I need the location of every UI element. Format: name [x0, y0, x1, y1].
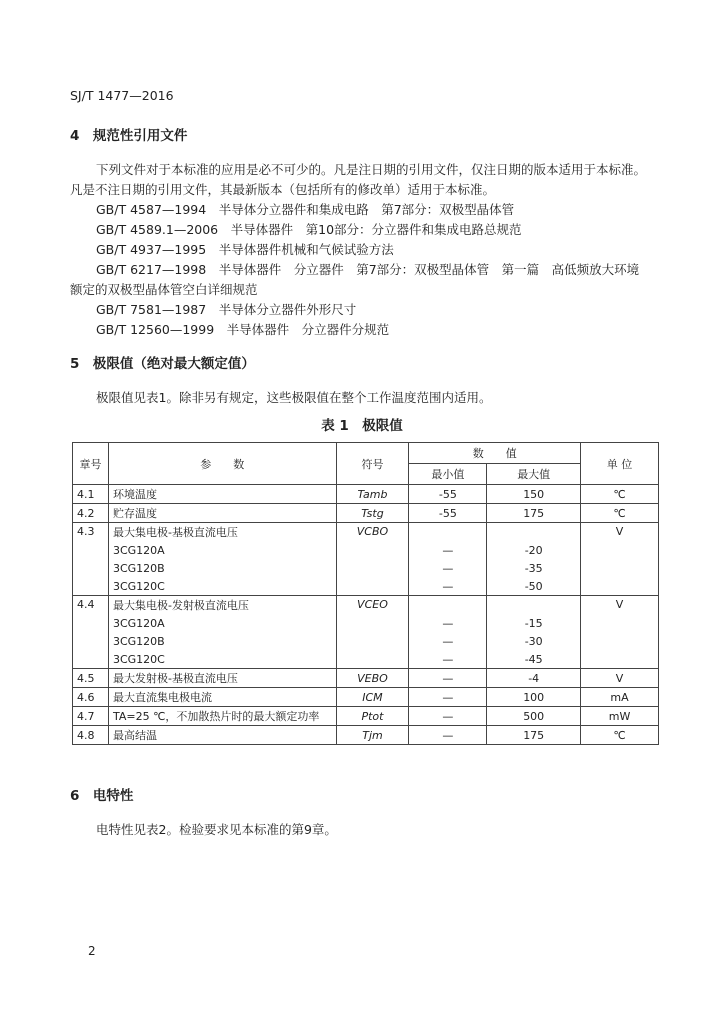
subrow-min: — [409, 559, 487, 577]
page-number: 2 [88, 944, 96, 958]
subrow-model: 3CG120C [108, 577, 336, 596]
section-5-heading: 5 极限值（绝对最大额定值） [70, 356, 255, 372]
row-number: 4.3 [73, 523, 109, 596]
reference-item: GB/T 4937—1995 半导体器件机械和气候试验方法 [96, 242, 394, 257]
header-max: 最大值 [487, 464, 581, 485]
subrow-max: -45 [487, 650, 581, 669]
row-symbol: VCBO [336, 523, 409, 596]
row-symbol: Ptot [336, 707, 409, 726]
row-unit: ℃ [581, 726, 659, 745]
subrow-model: 3CG120B [108, 632, 336, 650]
row-number: 4.2 [73, 504, 109, 523]
row-max: 175 [487, 726, 581, 745]
header-unit: 单 位 [581, 443, 659, 485]
row-min: — [409, 726, 487, 745]
row-unit: mW [581, 707, 659, 726]
table-row [73, 485, 659, 504]
row-symbol: Tamb [336, 485, 409, 504]
reference-item: GB/T 4587—1994 半导体分立器件和集成电路 第7部分：双极型晶体管 [96, 202, 515, 217]
row-symbol: VEBO [336, 669, 409, 688]
subrow-model: 3CG120A [108, 541, 336, 559]
header-chapter: 章号 [73, 443, 109, 485]
row-number: 4.6 [73, 688, 109, 707]
subrow-min: — [409, 541, 487, 559]
row-unit: ℃ [581, 485, 659, 504]
section-4-intro-line-2: 凡是不注日期的引用文件，其最新版本（包括所有的修改单）适用于本标准。 [70, 182, 496, 197]
row-number: 4.7 [73, 707, 109, 726]
subrow-min: — [409, 650, 487, 669]
header-parameter: 参 数 [108, 443, 336, 485]
limits-table [72, 442, 659, 745]
row-symbol: Tstg [336, 504, 409, 523]
document-code: SJ/T 1477—2016 [70, 88, 174, 103]
row-parameter: TA=25 ℃，不加散热片时的最大额定功率 [108, 707, 336, 726]
table-row [73, 707, 659, 726]
row-unit: V [581, 669, 659, 688]
subrow-max: -35 [487, 559, 581, 577]
row-max: 150 [487, 485, 581, 504]
row-number: 4.8 [73, 726, 109, 745]
table-row [73, 726, 659, 745]
subrow-max: -50 [487, 577, 581, 596]
subrow-model: 3CG120C [108, 650, 336, 669]
row-max: 100 [487, 688, 581, 707]
section-5-text: 极限值见表1。除非另有规定，这些极限值在整个工作温度范围内适用。 [96, 390, 492, 405]
row-min: — [409, 707, 487, 726]
subrow-max: -15 [487, 614, 581, 632]
row-unit: mA [581, 688, 659, 707]
row-min: -55 [409, 485, 487, 504]
row-max: 175 [487, 504, 581, 523]
section-6-text: 电特性见表2。检验要求见本标准的第9章。 [96, 822, 337, 837]
row-number: 4.4 [73, 596, 109, 669]
subrow-min: — [409, 632, 487, 650]
subrow-model: 3CG120B [108, 559, 336, 577]
table-row [73, 504, 659, 523]
header-min: 最小值 [409, 464, 487, 485]
table-row [73, 596, 659, 615]
row-min: — [409, 688, 487, 707]
reference-item: GB/T 4589.1—2006 半导体器件 第10部分：分立器件和集成电路总规范 [96, 222, 522, 237]
subrow-min: — [409, 614, 487, 632]
row-min: — [409, 669, 487, 688]
row-unit: ℃ [581, 504, 659, 523]
reference-item: GB/T 7581—1987 半导体分立器件外形尺寸 [96, 302, 357, 317]
section-4-intro-line-1: 下列文件对于本标准的应用是必不可少的。凡是注日期的引用文件，仅注日期的版本适用于本标准。 [96, 162, 647, 177]
row-symbol: VCEO [336, 596, 409, 669]
row-parameter: 最大发射极-基极直流电压 [108, 669, 336, 688]
reference-item: GB/T 6217—1998 半导体器件 分立器件 第7部分：双极型晶体管 第一篇 高低频放大环境 [96, 262, 640, 277]
row-parameter: 最大直流集电极电流 [108, 688, 336, 707]
table-1-title: 表 1 极限值 [321, 418, 403, 434]
reference-item-continuation: 额定的双极型晶体管空白详细规范 [70, 282, 258, 297]
header-symbol: 符号 [336, 443, 409, 485]
row-parameter: 环境温度 [108, 485, 336, 504]
row-max: 500 [487, 707, 581, 726]
reference-item: GB/T 12560—1999 半导体器件 分立器件分规范 [96, 322, 390, 337]
row-min: -55 [409, 504, 487, 523]
row-number: 4.5 [73, 669, 109, 688]
subrow-min: — [409, 577, 487, 596]
subrow-max: -30 [487, 632, 581, 650]
row-parameter: 贮存温度 [108, 504, 336, 523]
row-unit: V [581, 596, 659, 669]
row-parameter: 最高结温 [108, 726, 336, 745]
row-symbol: Tjm [336, 726, 409, 745]
table-row [73, 669, 659, 688]
row-number: 4.1 [73, 485, 109, 504]
row-parameter: 最大集电极-基极直流电压 [108, 523, 336, 542]
table-row [73, 688, 659, 707]
section-4-heading: 4 规范性引用文件 [70, 128, 188, 144]
section-6-heading: 6 电特性 [70, 788, 134, 804]
table-row [73, 523, 659, 542]
subrow-model: 3CG120A [108, 614, 336, 632]
row-max: -4 [487, 669, 581, 688]
header-value: 数 值 [409, 443, 581, 464]
subrow-max: -20 [487, 541, 581, 559]
row-unit: V [581, 523, 659, 596]
row-parameter: 最大集电极-发射极直流电压 [108, 596, 336, 615]
row-symbol: ICM [336, 688, 409, 707]
